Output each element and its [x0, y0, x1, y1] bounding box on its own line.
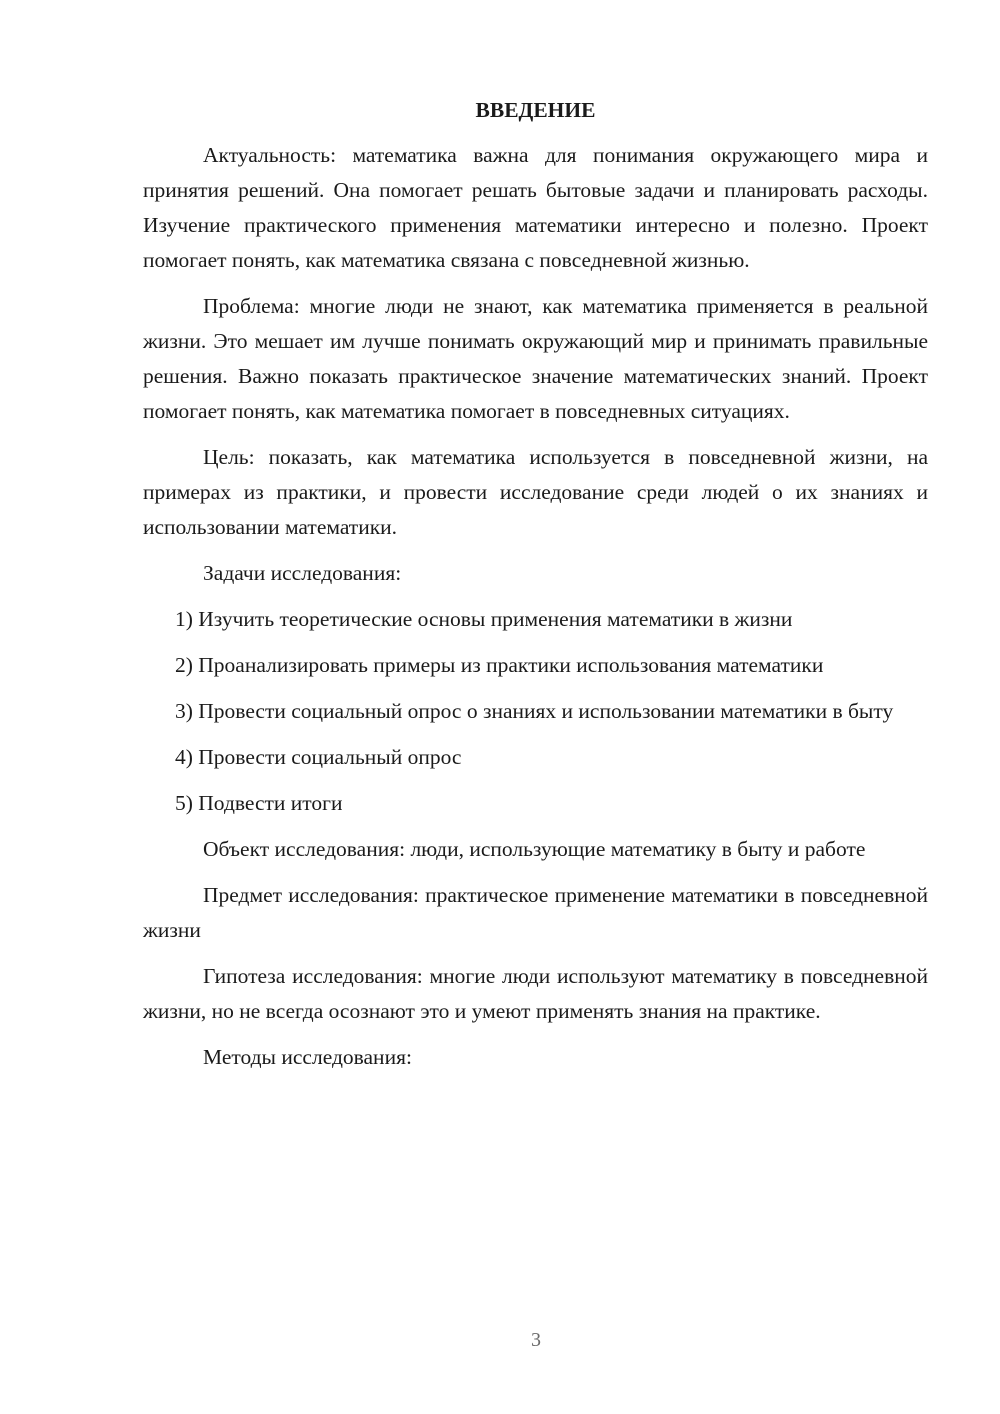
hypothesis-paragraph: Гипотеза исследования: многие люди используют математику в повседневной жизни, но не всегда осознают это и умеют применять знания на практике. [143, 964, 928, 1023]
task-item: 5) Подвести итоги [175, 791, 343, 815]
page-number: 3 [531, 1329, 541, 1351]
relevance-paragraph: Актуальность: математика важна для понимания окружающего мира и принятия решений. Она помогает решать бытовые задачи и планировать расходы. Изучение практического применения математики интересно и полезно. Проект помогает понять, как математика связана с повседневной жизнью. [143, 143, 928, 272]
task-item: 3) Провести социальный опрос о знаниях и использовании математики в быту [175, 699, 894, 723]
tasks-heading: Задачи исследования: [203, 561, 402, 585]
section-title: ВВЕДЕНИЕ [475, 98, 596, 122]
problem-paragraph: Проблема: многие люди не знают, как математика применяется в реальной жизни. Это мешает им лучше понимать окружающий мир и принимать правильные решения. Важно показать практическое значение математических знаний. Проект помогает понять, как математика помогает в повседневных ситуациях. [143, 294, 928, 423]
subject-paragraph: Предмет исследования: практическое применение математики в повседневной жизни [143, 883, 928, 942]
object-paragraph: Объект исследования: люди, использующие математику в быту и работе [203, 837, 866, 861]
task-item: 4) Провести социальный опрос [175, 745, 462, 769]
goal-paragraph: Цель: показать, как математика используется в повседневной жизни, на примерах из практики, и провести исследование среди людей о их знаниях и использовании математики. [143, 445, 928, 539]
page-content [143, 93, 928, 1086]
task-item: 2) Проанализировать примеры из практики использования математики [175, 653, 824, 677]
methods-heading: Методы исследования: [203, 1045, 412, 1069]
task-item: 1) Изучить теоретические основы применения математики в жизни [175, 607, 793, 631]
